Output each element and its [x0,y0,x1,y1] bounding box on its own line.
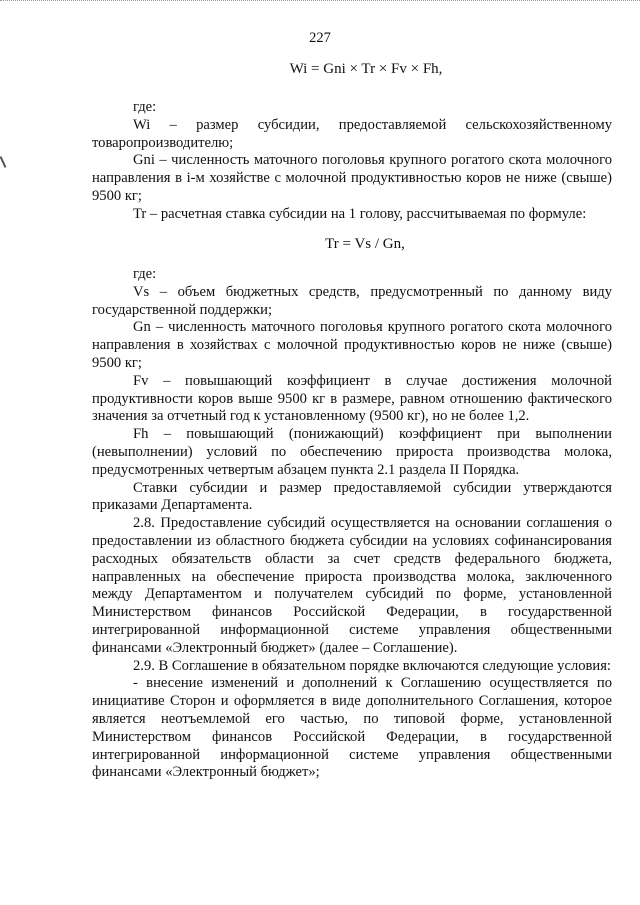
definitions-block-1 [92,99,612,224]
formula-tr: Tr = Vs / Gn, [325,236,405,252]
definitions-block-2 [92,266,612,782]
paragraph: где: [133,99,157,115]
paragraph: Tr – расчетная ставка субсидии на 1 голову, рассчитываемая по формуле: [133,205,587,222]
paragraph: Wi – размер субсидии, предоставляемой сельскохозяйственному товаропроизводителю; [92,116,612,151]
paragraph: Ставки субсидии и размер предоставляемой субсидии утверждаются приказами Департамента. [92,479,612,514]
page-number: 227 [309,30,331,46]
paragraph: Fv – повышающий коэффициент в случае достижения молочной продуктивности коров выше 9500 кг в размере, равном отношению фактического значения за отчетный год к установленному (9500 кг), но не более 1,2. [92,372,612,425]
paragraph: 2.8. Предоставление субсидий осуществляется на основании соглашения о предоставлении из областного бюджета субсидии на условиях софинансирования расходных обязательств области за счет средств федерального бюджета, направленных на обеспечение прироста производства молока, заключенного между Департаментом и получателем субсидий по форме, установленной Министерством финансов Российской Федерации, в государственной интегрированной информационной системе управления общественными финансами «Электронный бюджет» (далее – Соглашение). [92,515,612,656]
paragraph: Fh – повышающий (понижающий) коэффициент при выполнении (невыполнении) условий по обеспечению прироста производства молока, предусмотренных четвертым абзацем пункта 2.1 раздела II Порядка. [92,426,612,478]
paragraph: Gn – численность маточного поголовья крупного рогатого скота молочного направления в хозяйствах с молочной продуктивностью коров не ниже (свыше) 9500 кг; [92,319,612,371]
formula-wi: Wi = Gni × Tr × Fv × Fh, [289,61,443,77]
paragraph: 2.9. В Соглашение в обязательном порядке включаются следующие условия: [133,657,611,674]
paragraph: Gni – численность маточного поголовья крупного рогатого скота молочного направления в i-м хозяйстве с молочной продуктивностью коров не ниже (свыше) 9500 кг; [92,152,612,204]
scan-margin-mark [0,156,6,168]
scan-top-edge [0,0,640,5]
paragraph: Vs – объем бюджетных средств, предусмотренный по данному виду государственной поддержки; [92,283,612,318]
paragraph: - внесение изменений и дополнений к Соглашению осуществляется по инициативе Сторон и оформляется в виде дополнительного Соглашения, которое является неотъемлемой его частью, по типовой форме, установленной Министерством финансов Российской Федерации, в государственной интегрированной информационной системе управления общественными финансами «Электронный бюджет»; [92,675,612,781]
paragraph: где: [133,266,157,282]
